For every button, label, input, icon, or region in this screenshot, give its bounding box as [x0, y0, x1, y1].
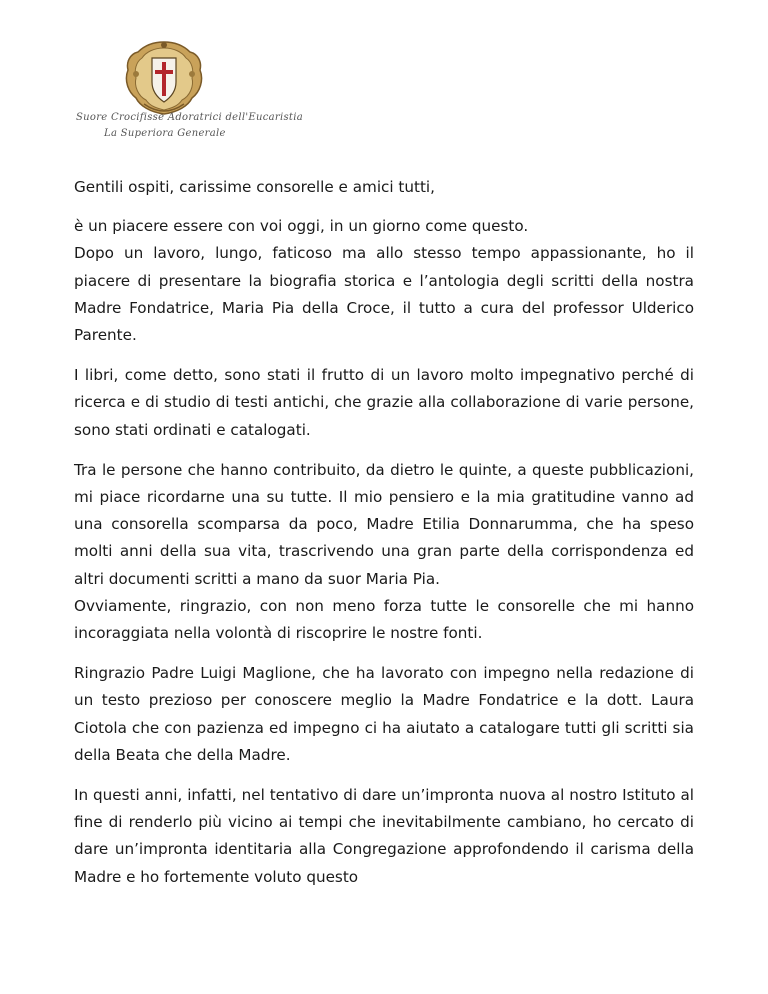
paragraph: Ovviamente, ringrazio, con non meno forza tutte le consorelle che mi hanno incoraggiata nella volontà di riscoprire le nostre fonti.: [74, 596, 694, 643]
coat-of-arms-icon: [124, 40, 204, 116]
letter-body: [74, 174, 694, 904]
paragraph: I libri, come detto, sono stati il frutto di un lavoro molto impegnativo perché di ricerca e di studio di testi antichi, che grazie alla collaborazione di varie persone, sono stati ordinati e catalogati.: [74, 366, 694, 439]
salutation: Gentili ospiti, carissime consorelle e amici tutti,: [74, 178, 435, 196]
letterhead: [70, 40, 304, 150]
paragraph: è un piacere essere con voi oggi, in un giorno come questo.: [74, 217, 529, 236]
paragraph: Tra le persone che hanno contribuito, da dietro le quinte, a queste pubblicazioni, mi piace ricordarne una su tutte. Il mio pensiero e la mia gratitudine vanno ad una consorella scomparsa da poco, Madre Etilia Donnarumma, che ha speso molti anni della sua vita, trascrivendo una gran parte della corrispondenza ed altri documenti scritti a mano da suor Maria Pia.: [74, 460, 694, 588]
paragraph: Dopo un lavoro, lungo, faticoso ma allo stesso tempo appassionante, ho il piacere di presentare la biografia storica e l’antologia degli scritti della nostra Madre Fondatrice, Maria Pia della Croce, il tutto a cura del professor Ulderico Parente.: [74, 244, 694, 345]
paragraph: In questi anni, infatti, nel tentativo di dare un’impronta nuova al nostro Istituto al fine di renderlo più vicino ai tempi che inevitabilmente cambiano, ho cercato di dare un’impronta identitaria alla Congregazione approfondendo il carisma della Madre e ho fortemente voluto questo: [74, 786, 694, 886]
paragraph: Ringrazio Padre Luigi Maglione, che ha lavorato con impegno nella redazione di un testo prezioso per conoscere meglio la Madre Fondatrice e la dott. Laura Ciotola che con pazienza ed impegno ci ha aiutato a catalogare tutti gli scritti sia della Beata che della Madre.: [74, 664, 694, 764]
organization-role: La Superiora Generale: [104, 128, 226, 139]
organization-name: Suore Crocifisse Adoratrici dell'Eucaristia: [76, 112, 304, 123]
